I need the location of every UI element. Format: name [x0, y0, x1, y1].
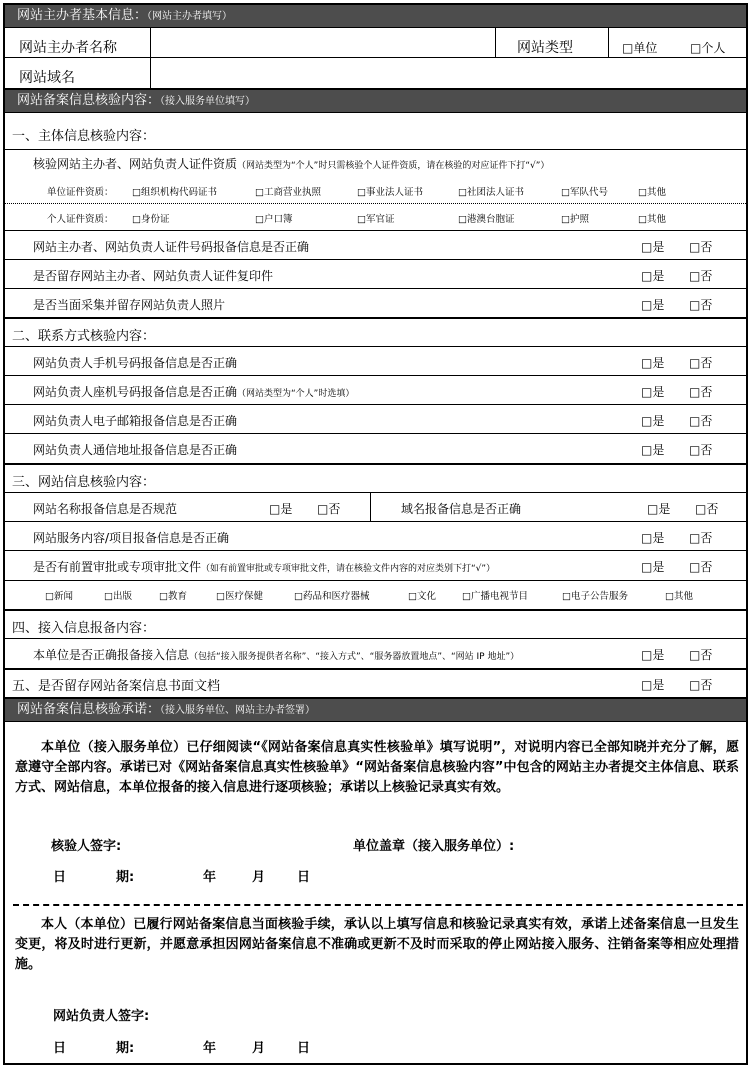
site-type-unit-checkbox[interactable]: □单位 [622, 41, 658, 55]
person-cert-passport[interactable]: □护照 [561, 214, 589, 225]
owner-sign-label: 网站负责人签字: [53, 1009, 150, 1024]
sec1-q1-label: 网站主办者、网站负责人证件号码报备信息是否正确 [33, 240, 310, 254]
cert-qualification-row [33, 155, 549, 172]
verify-header [5, 90, 746, 113]
sec2-q3-no[interactable]: □否 [689, 414, 713, 428]
sec4-q1-yes[interactable]: □是 [641, 648, 665, 662]
unit-cert-public-institution[interactable]: □事业法人证书 [357, 187, 423, 198]
person-cert-household[interactable]: □户口簿 [255, 214, 293, 225]
sec2-q4-no[interactable]: □否 [689, 443, 713, 457]
sec3-q1b-no[interactable]: □否 [695, 502, 719, 516]
category-publishing[interactable]: □出版 [104, 591, 132, 602]
sec4-q1-no[interactable]: □否 [689, 648, 713, 662]
sec2-q3-yes[interactable]: □是 [641, 414, 665, 428]
sec1-q2-label: 是否留存网站主办者、网站负责人证件复印件 [33, 269, 274, 283]
person-cert-id-card[interactable]: □身份证 [132, 214, 170, 225]
unit-cert-label: 单位证件资质： [47, 187, 114, 198]
domain-label: 网站域名 [19, 70, 75, 86]
sec2-q4-yes[interactable]: □是 [641, 443, 665, 457]
site-type-person-checkbox[interactable]: □个人 [690, 41, 726, 55]
unit-cert-business-license[interactable]: □工商营业执照 [255, 187, 321, 198]
commit-header [5, 699, 746, 722]
owner-name-label: 网站主办者名称 [19, 40, 117, 56]
sec5-yes[interactable]: □是 [641, 678, 665, 692]
sec3-q2-no[interactable]: □否 [689, 531, 713, 545]
sec2-q1-no[interactable]: □否 [689, 356, 713, 370]
commit-paragraph-1: 本单位（接入服务单位）已仔细阅读“《网站备案信息真实性核验单》填写说明”，对说明内容已全部知晓并充分了解，愿意遵守全部内容。承诺已对《网站备案信息真实性核验单》“网站备案信息核验内容”中包含的网站主办者提交主体信息、联系方式、网站信息，本单位报备的接入信息进行逐项核验；承诺以上核验记录真实有效。 [15, 740, 739, 795]
sec3-q3-yes[interactable]: □是 [641, 560, 665, 574]
verifier-sign-label: 核验人签字: [51, 839, 122, 854]
date-day-char: 日 [53, 870, 67, 885]
sec3-q3-row [33, 558, 495, 575]
sec1-title: 一、主体信息核验内容： [12, 129, 156, 144]
date2-day-char: 日 [53, 1041, 67, 1056]
sec1-q1-yes[interactable]: □是 [641, 240, 665, 254]
category-education[interactable]: □教育 [159, 591, 187, 602]
category-culture[interactable]: □文化 [408, 591, 436, 602]
category-healthcare[interactable]: □医疗保健 [216, 591, 263, 602]
sec3-q1-no[interactable]: □否 [317, 502, 341, 516]
category-bulletin[interactable]: □电子公告服务 [562, 591, 628, 602]
verify-title: 网站备案信息核验内容： [17, 93, 161, 108]
basic-info-note: （网站主办者填写） [147, 11, 233, 22]
commit-paragraph-2: 本人（本单位）已履行网站备案信息当面核验手续，承认以上填写信息和核验记录真实有效，承诺上述备案信息一旦发生变更，将及时进行更新，并愿意承担因网站备案信息不准确或更新不及时而采取的停止网站接入服务、注销备案等相应处理措施。 [15, 917, 739, 972]
sec3-q1-yes[interactable]: □是 [269, 502, 293, 516]
sec3-q1b-yes[interactable]: □是 [647, 502, 671, 516]
person-cert-officer[interactable]: □军官证 [357, 214, 395, 225]
sec1-q2-yes[interactable]: □是 [641, 269, 665, 283]
sec5-title: 五、是否留存网站备案信息书面文档 [12, 679, 221, 694]
unit-cert-other[interactable]: □其他 [638, 187, 666, 198]
basic-info-title: 网站主办者基本信息： [17, 8, 148, 23]
date-label: 期: [116, 870, 135, 885]
sec4-q1-label: 本单位是否正确报备接入信息 [33, 648, 190, 662]
sec1-q2-no[interactable]: □否 [689, 269, 713, 283]
person-cert-label: 个人证件资质： [47, 214, 114, 225]
sec1-q3-label: 是否当面采集并留存网站负责人照片 [33, 298, 226, 312]
sec4-q1-note: （包括“接入服务提供者名称”、“接入方式”、“服务器放置地点”、“网站 IP 地址”） [189, 652, 520, 662]
site-type-label: 网站类型 [517, 40, 573, 56]
sec3-q1b-label: 域名报备信息是否正确 [401, 502, 522, 516]
person-cert-other[interactable]: □其他 [638, 214, 666, 225]
unit-cert-military-code[interactable]: □军队代号 [561, 187, 608, 198]
unit-cert-social-org[interactable]: □社团法人证书 [458, 187, 524, 198]
sec1-q3-yes[interactable]: □是 [641, 298, 665, 312]
date-day: 日 [297, 870, 311, 885]
sec2-q2-row [33, 383, 354, 400]
sec3-q2-yes[interactable]: □是 [641, 531, 665, 545]
sec2-q3-label: 网站负责人电子邮箱报备信息是否正确 [33, 414, 238, 428]
unit-cert-org-code[interactable]: □组织机构代码证书 [132, 187, 217, 198]
sec3-q3-note: （如有前置审批或专项审批文件，请在核验文件内容的对应类别下打“√”） [201, 564, 496, 574]
date2-year: 年 [203, 1041, 217, 1056]
person-cert-hk-mo-tw[interactable]: □港澳台胞证 [458, 214, 515, 225]
sec4-title: 四、接入信息报备内容： [12, 621, 156, 636]
sec2-q2-note: （网站类型为“个人”时选填） [237, 389, 355, 399]
sec2-q1-label: 网站负责人手机号码报备信息是否正确 [33, 356, 238, 370]
verification-form [3, 3, 748, 1065]
sec2-q1-yes[interactable]: □是 [641, 356, 665, 370]
sec2-title: 二、联系方式核验内容： [12, 329, 156, 344]
date-month: 月 [252, 870, 266, 885]
unit-seal-label: 单位盖章（接入服务单位）: [353, 839, 515, 854]
sec1-q3-no[interactable]: □否 [689, 298, 713, 312]
sec1-q1-no[interactable]: □否 [689, 240, 713, 254]
date2-label: 期: [116, 1041, 135, 1056]
sec3-q3-label: 是否有前置审批或专项审批文件 [33, 560, 202, 574]
sec3-q1-label: 网站名称报备信息是否规范 [33, 502, 178, 516]
category-news[interactable]: □新闻 [45, 591, 73, 602]
cert-note: （网站类型为“个人”时只需核验个人证件资质，请在核验的对应证件下打“√”） [237, 161, 550, 171]
commit-note: （接入服务单位、网站主办者签署） [160, 705, 316, 716]
sec3-q2-label: 网站服务内容/项目报备信息是否正确 [33, 531, 230, 545]
sec3-q3-no[interactable]: □否 [689, 560, 713, 574]
date2-day: 日 [297, 1041, 311, 1056]
sec3-title: 三、网站信息核验内容： [12, 475, 156, 490]
sec2-q2-yes[interactable]: □是 [641, 385, 665, 399]
verify-note: （接入服务单位填写） [160, 96, 256, 107]
sec2-q4-label: 网站负责人通信地址报备信息是否正确 [33, 443, 238, 457]
category-broadcast[interactable]: □广播电视节目 [462, 591, 528, 602]
date2-month: 月 [252, 1041, 266, 1056]
sec5-no[interactable]: □否 [689, 678, 713, 692]
date-year: 年 [203, 870, 217, 885]
sec2-q2-label: 网站负责人座机号码报备信息是否正确 [33, 385, 238, 399]
sec4-q1-row [33, 646, 519, 663]
sec2-q2-no[interactable]: □否 [689, 385, 713, 399]
cert-title: 核验网站主办者、网站负责人证件资质 [33, 157, 238, 171]
category-drugs[interactable]: □药品和医疗器械 [294, 591, 370, 602]
commit-title: 网站备案信息核验承诺： [17, 702, 161, 717]
basic-info-header [5, 5, 746, 28]
category-other[interactable]: □其他 [665, 591, 693, 602]
